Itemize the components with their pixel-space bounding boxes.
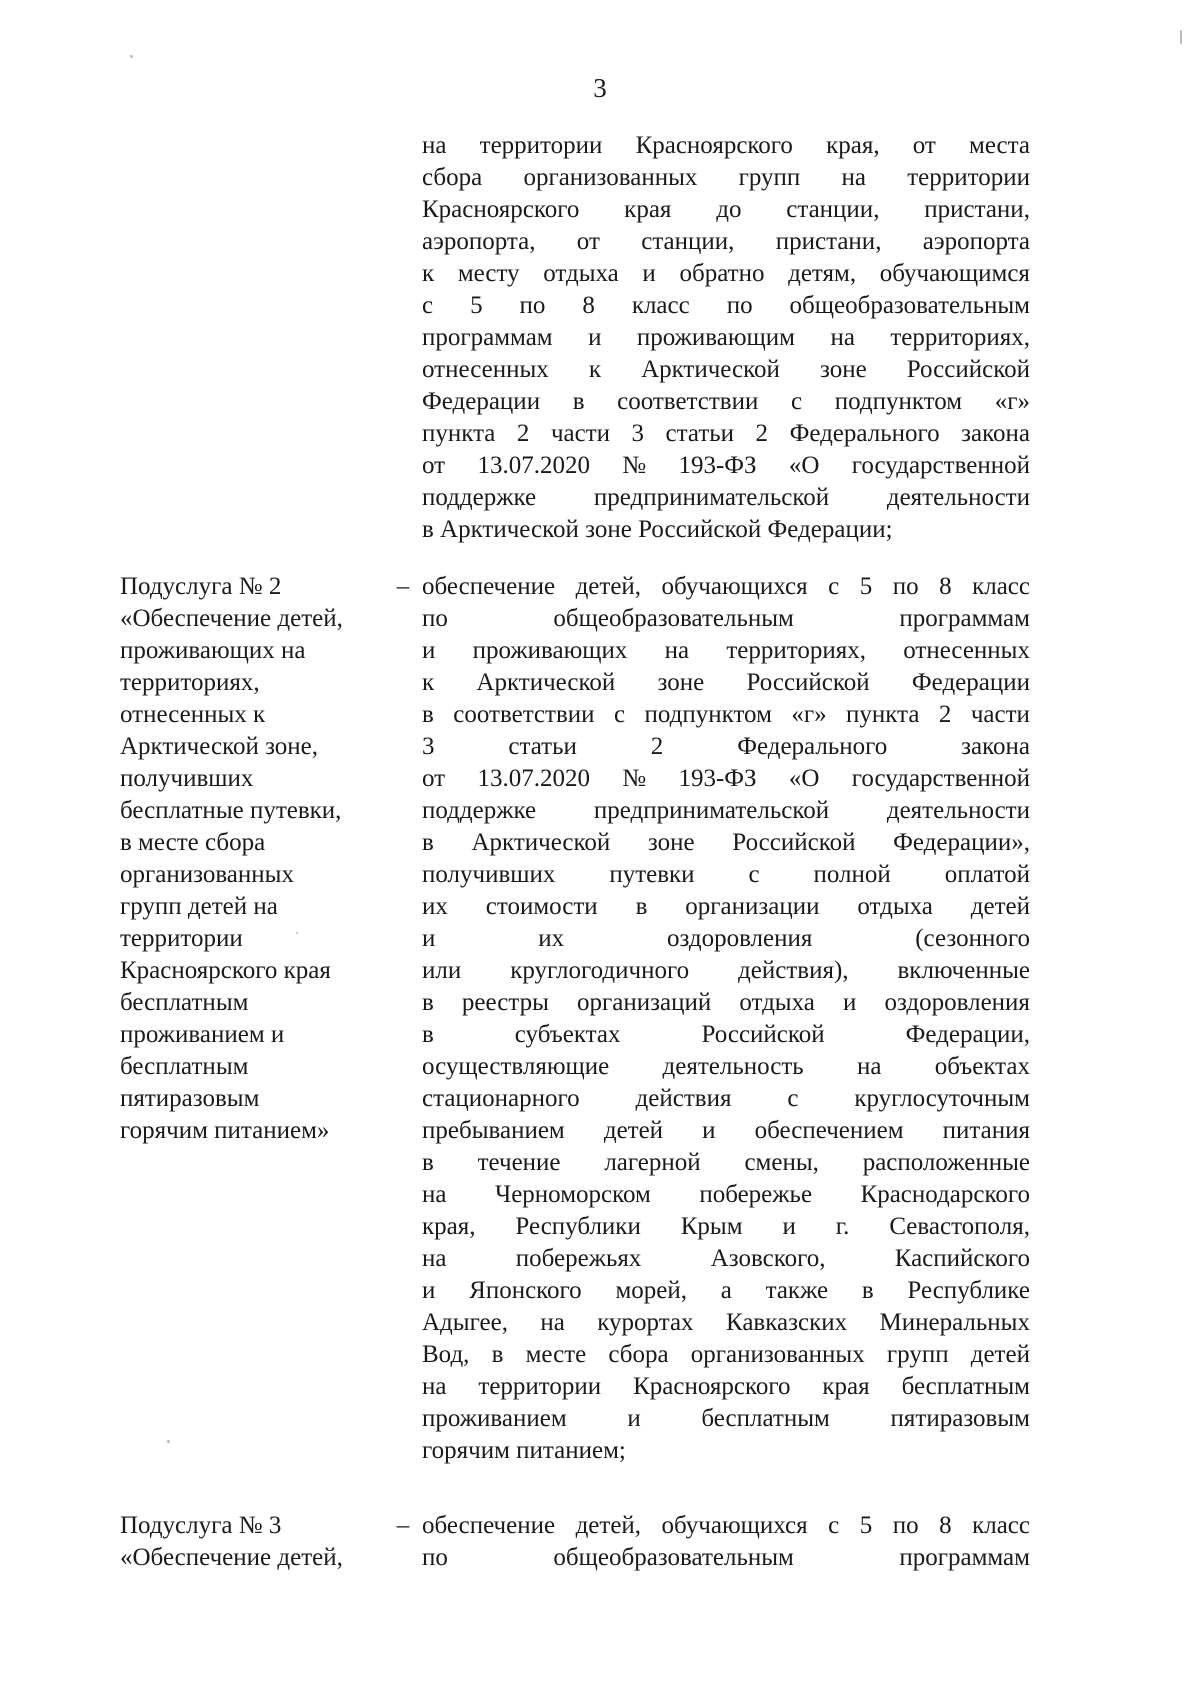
left-line: «Обеспечение детей, bbox=[120, 605, 343, 632]
text-line bbox=[422, 699, 1030, 731]
left-line: Арктической зоне, bbox=[120, 733, 319, 760]
word: к bbox=[422, 669, 435, 696]
left-line: отнесенных к bbox=[120, 701, 266, 728]
word: № bbox=[622, 765, 647, 792]
word: по bbox=[892, 1512, 919, 1539]
word: территориях, bbox=[726, 637, 866, 664]
word: обучающихся bbox=[661, 573, 808, 600]
word: отдыха bbox=[857, 893, 933, 920]
word: «г» bbox=[791, 701, 827, 728]
word: 8 bbox=[939, 573, 952, 600]
text-line bbox=[422, 290, 1030, 322]
word: территории bbox=[907, 164, 1030, 191]
word: 2 bbox=[938, 701, 952, 728]
word: аэропорта bbox=[922, 228, 1030, 255]
word: территории bbox=[478, 1373, 602, 1400]
left-line: групп детей на bbox=[120, 893, 278, 920]
word: Арктической bbox=[641, 356, 780, 383]
word: по bbox=[422, 605, 448, 632]
word: до bbox=[716, 196, 742, 223]
word: групп bbox=[886, 1341, 949, 1368]
word: организованных bbox=[523, 164, 698, 191]
word: 13.07.2020 bbox=[477, 765, 590, 792]
word: станции, bbox=[786, 196, 880, 223]
word: от bbox=[422, 765, 446, 792]
word: на bbox=[422, 132, 447, 159]
word: отнесенных bbox=[903, 637, 1030, 664]
word: Красноярского bbox=[635, 132, 793, 159]
word: Российской bbox=[746, 669, 870, 696]
text-line bbox=[422, 827, 1030, 859]
word: программам bbox=[899, 605, 1030, 632]
word: с bbox=[787, 1085, 799, 1112]
word: организации bbox=[685, 893, 820, 920]
text-line bbox=[422, 1051, 1030, 1083]
text-line bbox=[422, 1510, 1030, 1542]
word: и bbox=[642, 260, 656, 287]
word: части bbox=[550, 420, 611, 447]
separator-dash: – bbox=[396, 573, 410, 600]
word: в bbox=[861, 1277, 874, 1304]
left-line: Подуслуга № 2 bbox=[120, 573, 282, 600]
word: (сезонного bbox=[915, 925, 1030, 952]
word: Федерального bbox=[737, 733, 888, 760]
text-line bbox=[422, 1542, 1030, 1574]
word: пристани, bbox=[775, 228, 882, 255]
text-line-content: в Арктической зоне Российской Федерации; bbox=[422, 516, 893, 543]
text-line bbox=[422, 603, 1030, 635]
word: оплатой bbox=[944, 861, 1030, 888]
word: поддержке bbox=[422, 797, 537, 824]
word: программам bbox=[422, 324, 553, 351]
scan-speck bbox=[296, 932, 298, 934]
word: Федерального bbox=[789, 420, 940, 447]
text-line bbox=[422, 731, 1030, 763]
word: и bbox=[782, 1213, 796, 1240]
word: в bbox=[635, 893, 648, 920]
word: Адыгее, bbox=[422, 1309, 508, 1336]
word: предпринимательской bbox=[593, 484, 830, 511]
word: полной bbox=[813, 861, 891, 888]
word: детей bbox=[970, 1341, 1030, 1368]
text-line bbox=[422, 1339, 1030, 1371]
word: организаций bbox=[576, 989, 712, 1016]
scan-speck bbox=[167, 1440, 170, 1443]
word: Федерации bbox=[422, 388, 541, 415]
word: и bbox=[627, 1405, 641, 1432]
separator-dash: – bbox=[396, 1512, 410, 1539]
word: также bbox=[765, 1277, 829, 1304]
word: на bbox=[422, 1373, 447, 1400]
text-line bbox=[422, 923, 1030, 955]
word: в bbox=[422, 701, 434, 728]
text-line bbox=[422, 795, 1030, 827]
word: Российской bbox=[701, 1021, 825, 1048]
left-line: бесплатным bbox=[120, 989, 249, 1016]
text-line bbox=[422, 987, 1030, 1019]
word: подпунктом bbox=[834, 388, 963, 415]
left-line: организованных bbox=[120, 861, 294, 888]
word: субъектах bbox=[514, 1021, 621, 1048]
word: Арктической bbox=[471, 829, 611, 856]
word: или bbox=[422, 957, 462, 984]
text-line bbox=[422, 1371, 1030, 1403]
word: зоне bbox=[647, 829, 695, 856]
word: с bbox=[828, 573, 840, 600]
word: Красноярского bbox=[633, 1373, 791, 1400]
word: оздоровления bbox=[884, 989, 1030, 1016]
word: класс bbox=[631, 292, 690, 319]
text-line bbox=[422, 1115, 1030, 1147]
word: организованных bbox=[690, 1341, 865, 1368]
left-line: получивших bbox=[120, 765, 254, 792]
word: побережьях bbox=[515, 1245, 642, 1272]
word: отдыха bbox=[739, 989, 815, 1016]
word: к bbox=[588, 356, 601, 383]
word: в bbox=[422, 1149, 434, 1176]
word: действия bbox=[635, 1085, 732, 1112]
text-line bbox=[422, 635, 1030, 667]
word: 193-ФЗ bbox=[678, 452, 757, 479]
word: детей bbox=[603, 1117, 664, 1144]
word: к bbox=[422, 260, 435, 287]
word: лагерной bbox=[604, 1149, 701, 1176]
text-line bbox=[422, 1275, 1030, 1307]
left-line: территориях, bbox=[120, 669, 260, 696]
word: Вод, bbox=[422, 1341, 470, 1368]
word: Краснодарского bbox=[860, 1181, 1030, 1208]
text-line bbox=[422, 1179, 1030, 1211]
word: на bbox=[664, 637, 690, 664]
word: 2 bbox=[650, 733, 664, 760]
word: курортах bbox=[597, 1309, 694, 1336]
word: территориях, bbox=[890, 324, 1030, 351]
word: на bbox=[540, 1309, 565, 1336]
word: Республики bbox=[515, 1213, 641, 1240]
word: и bbox=[702, 1117, 716, 1144]
word: месту bbox=[457, 260, 520, 287]
word: их bbox=[422, 893, 448, 920]
word: зоне bbox=[819, 356, 867, 383]
word: 3 bbox=[422, 733, 435, 760]
text-line bbox=[422, 1403, 1030, 1435]
word: Крым bbox=[680, 1213, 743, 1240]
word: пристани, bbox=[924, 196, 1030, 223]
word: «О bbox=[788, 452, 820, 479]
word: от bbox=[422, 452, 446, 479]
word: обучающихся bbox=[661, 1512, 808, 1539]
left-line: горячим питанием» bbox=[120, 1117, 330, 1144]
word: морей, bbox=[615, 1277, 687, 1304]
word: групп bbox=[738, 164, 801, 191]
text-line bbox=[422, 1435, 1030, 1467]
word: в bbox=[422, 989, 434, 1016]
word: подпунктом bbox=[644, 701, 772, 728]
left-line: бесплатным bbox=[120, 1053, 249, 1080]
text-line bbox=[422, 226, 1030, 258]
scan-speck bbox=[130, 55, 133, 58]
word: стационарного bbox=[422, 1085, 580, 1112]
word: соответствии bbox=[453, 701, 595, 728]
word: действия), bbox=[738, 957, 849, 984]
text-line bbox=[422, 1019, 1030, 1051]
word: детей, bbox=[575, 573, 642, 600]
word: аэропорта, bbox=[422, 228, 536, 255]
text-line bbox=[422, 162, 1030, 194]
word: с bbox=[613, 701, 626, 728]
word: отдыха bbox=[543, 260, 619, 287]
word: отнесенных bbox=[422, 356, 549, 383]
word: смены, bbox=[744, 1149, 819, 1176]
word: класс bbox=[972, 573, 1030, 600]
word: Минеральных bbox=[879, 1309, 1030, 1336]
text-line bbox=[422, 891, 1030, 923]
text-line bbox=[422, 194, 1030, 226]
word: осуществляющие bbox=[422, 1053, 610, 1080]
word: края, bbox=[422, 1213, 476, 1240]
page-number: 3 bbox=[593, 73, 607, 103]
word: 3 bbox=[631, 420, 645, 447]
scan-speck bbox=[1180, 30, 1182, 44]
word: общеобразовательным bbox=[553, 1544, 794, 1571]
word: г. bbox=[835, 1213, 850, 1240]
word: территории bbox=[479, 132, 603, 159]
word: от bbox=[912, 132, 936, 159]
word: от bbox=[576, 228, 600, 255]
word: круглосуточным bbox=[854, 1085, 1030, 1112]
word: Черноморском bbox=[494, 1181, 651, 1208]
word: и bbox=[422, 1277, 436, 1304]
word: Японского bbox=[469, 1277, 582, 1304]
left-line: проживающих на bbox=[120, 637, 306, 664]
word: Каспийского bbox=[894, 1245, 1030, 1272]
word: по bbox=[726, 292, 753, 319]
word: оздоровления bbox=[666, 925, 813, 952]
subservice-3-description bbox=[422, 1510, 1030, 1574]
left-line: «Обеспечение детей, bbox=[120, 1544, 343, 1571]
word: круглогодичного bbox=[510, 957, 690, 984]
word: в bbox=[491, 1341, 504, 1368]
word: путевки bbox=[609, 861, 695, 888]
word: на bbox=[841, 164, 867, 191]
word: Арктической bbox=[476, 669, 616, 696]
subservice-2-title bbox=[120, 571, 390, 1147]
word: края, bbox=[826, 132, 880, 159]
word: и bbox=[422, 925, 436, 952]
text-line bbox=[422, 1243, 1030, 1275]
word: деятельность bbox=[662, 1053, 804, 1080]
text-line bbox=[422, 859, 1030, 891]
text-line-content: горячим питанием; bbox=[422, 1437, 626, 1464]
word: 2 bbox=[516, 420, 530, 447]
left-line: проживанием и bbox=[120, 1021, 285, 1048]
word: пункта bbox=[846, 701, 920, 728]
text-line bbox=[422, 1083, 1030, 1115]
word: Российской bbox=[732, 829, 856, 856]
word: получивших bbox=[422, 861, 556, 888]
word: Кавказских bbox=[725, 1309, 848, 1336]
text-line bbox=[422, 763, 1030, 795]
word: Федерации, bbox=[905, 1021, 1030, 1048]
word: поддержке bbox=[422, 484, 537, 511]
word: края bbox=[624, 196, 672, 223]
word: пятиразовым bbox=[890, 1405, 1030, 1432]
word: закона bbox=[961, 733, 1030, 760]
word: обучающимся bbox=[879, 260, 1030, 287]
word: Федерации bbox=[911, 669, 1030, 696]
word: течение bbox=[477, 1149, 561, 1176]
word: по bbox=[892, 573, 919, 600]
word: бесплатным bbox=[701, 1405, 830, 1432]
word: общеобразовательным bbox=[789, 292, 1030, 319]
word: Азовского, bbox=[710, 1245, 826, 1272]
word: статьи bbox=[665, 420, 735, 447]
text-line bbox=[422, 386, 1030, 418]
word: в bbox=[422, 829, 434, 856]
word: 5 bbox=[859, 573, 873, 600]
word: включенные bbox=[897, 957, 1030, 984]
word: пункта bbox=[422, 420, 496, 447]
word: месте bbox=[525, 1341, 587, 1368]
word: пребыванием bbox=[422, 1117, 565, 1144]
text-line bbox=[422, 418, 1030, 450]
word: с bbox=[422, 292, 434, 319]
word: «г» bbox=[994, 388, 1030, 415]
word: детям, bbox=[788, 260, 857, 287]
continuation-paragraph bbox=[422, 130, 1030, 546]
word: детей, bbox=[575, 1512, 642, 1539]
word: № bbox=[622, 452, 647, 479]
word: статьи bbox=[508, 733, 577, 760]
word: и bbox=[422, 637, 436, 664]
left-line: Красноярского края bbox=[120, 957, 331, 984]
left-line: бесплатные путевки, bbox=[120, 797, 342, 824]
word: проживающих bbox=[472, 637, 628, 664]
left-line: в месте сбора bbox=[120, 829, 266, 856]
word: в bbox=[572, 388, 585, 415]
text-line bbox=[422, 514, 1030, 546]
word: с bbox=[748, 861, 760, 888]
subservice-2-description bbox=[422, 571, 1030, 1467]
word: на bbox=[422, 1245, 447, 1272]
word: и bbox=[842, 989, 857, 1016]
word: деятельности bbox=[886, 797, 1030, 824]
word: 8 bbox=[582, 292, 595, 319]
word: сбора bbox=[422, 164, 483, 191]
left-line: территории bbox=[120, 925, 243, 952]
word: бесплатным bbox=[901, 1373, 1030, 1400]
word: расположенные bbox=[862, 1149, 1030, 1176]
word: 8 bbox=[939, 1512, 952, 1539]
word: 5 bbox=[859, 1512, 873, 1539]
word: 5 bbox=[470, 292, 483, 319]
word: детей bbox=[970, 893, 1030, 920]
text-line bbox=[422, 571, 1030, 603]
word: в bbox=[422, 1021, 434, 1048]
text-line bbox=[422, 1211, 1030, 1243]
word: государственной bbox=[851, 765, 1030, 792]
left-line: Подуслуга № 3 bbox=[120, 1512, 282, 1539]
word: с bbox=[790, 388, 803, 415]
word: питания bbox=[942, 1117, 1030, 1144]
word: побережье bbox=[699, 1181, 813, 1208]
word: Республике bbox=[907, 1277, 1030, 1304]
word: 13.07.2020 bbox=[477, 452, 590, 479]
word: закона bbox=[961, 420, 1030, 447]
text-line bbox=[422, 482, 1030, 514]
word: 193-ФЗ bbox=[678, 765, 757, 792]
text-line bbox=[422, 955, 1030, 987]
word: а bbox=[720, 1277, 732, 1304]
word: обеспечение bbox=[422, 573, 556, 600]
word: на bbox=[856, 1053, 882, 1080]
word: реестры bbox=[461, 989, 549, 1016]
word: на bbox=[422, 1181, 447, 1208]
word: сбора bbox=[608, 1341, 669, 1368]
word: стоимости bbox=[485, 893, 598, 920]
word: проживающим bbox=[636, 324, 795, 351]
word: программам bbox=[899, 1544, 1030, 1571]
word: станции, bbox=[641, 228, 735, 255]
word: «О bbox=[788, 765, 820, 792]
word: обратно bbox=[679, 260, 765, 287]
text-line bbox=[422, 322, 1030, 354]
text-line bbox=[422, 258, 1030, 290]
text-line bbox=[422, 354, 1030, 386]
word: Федерации», bbox=[893, 829, 1030, 856]
word: с bbox=[828, 1512, 840, 1539]
word: по bbox=[422, 1544, 448, 1571]
word: Севастополя, bbox=[889, 1213, 1030, 1240]
word: проживанием bbox=[422, 1405, 567, 1432]
text-line bbox=[422, 667, 1030, 699]
text-line bbox=[422, 130, 1030, 162]
word: края bbox=[822, 1373, 870, 1400]
word: на bbox=[830, 324, 855, 351]
text-line bbox=[422, 1147, 1030, 1179]
word: предпринимательской bbox=[593, 797, 830, 824]
word: зоне bbox=[657, 669, 705, 696]
word: соответствии bbox=[617, 388, 759, 415]
text-line bbox=[422, 1307, 1030, 1339]
word: их bbox=[538, 925, 565, 952]
word: 2 bbox=[755, 420, 769, 447]
text-line bbox=[422, 450, 1030, 482]
subservice-3-title bbox=[120, 1510, 390, 1574]
word: объектах bbox=[934, 1053, 1030, 1080]
word: общеобразовательным bbox=[553, 605, 794, 632]
word: части bbox=[970, 701, 1030, 728]
word: по bbox=[519, 292, 546, 319]
left-line: пятиразовым bbox=[120, 1085, 260, 1112]
word: обеспечение bbox=[422, 1512, 556, 1539]
word: места bbox=[969, 132, 1030, 159]
word: и bbox=[588, 324, 602, 351]
word: деятельности bbox=[886, 484, 1030, 511]
word: класс bbox=[972, 1512, 1030, 1539]
word: Красноярского bbox=[422, 196, 580, 223]
word: обеспечением bbox=[754, 1117, 904, 1144]
word: государственной bbox=[851, 452, 1030, 479]
word: Российской bbox=[906, 356, 1030, 383]
